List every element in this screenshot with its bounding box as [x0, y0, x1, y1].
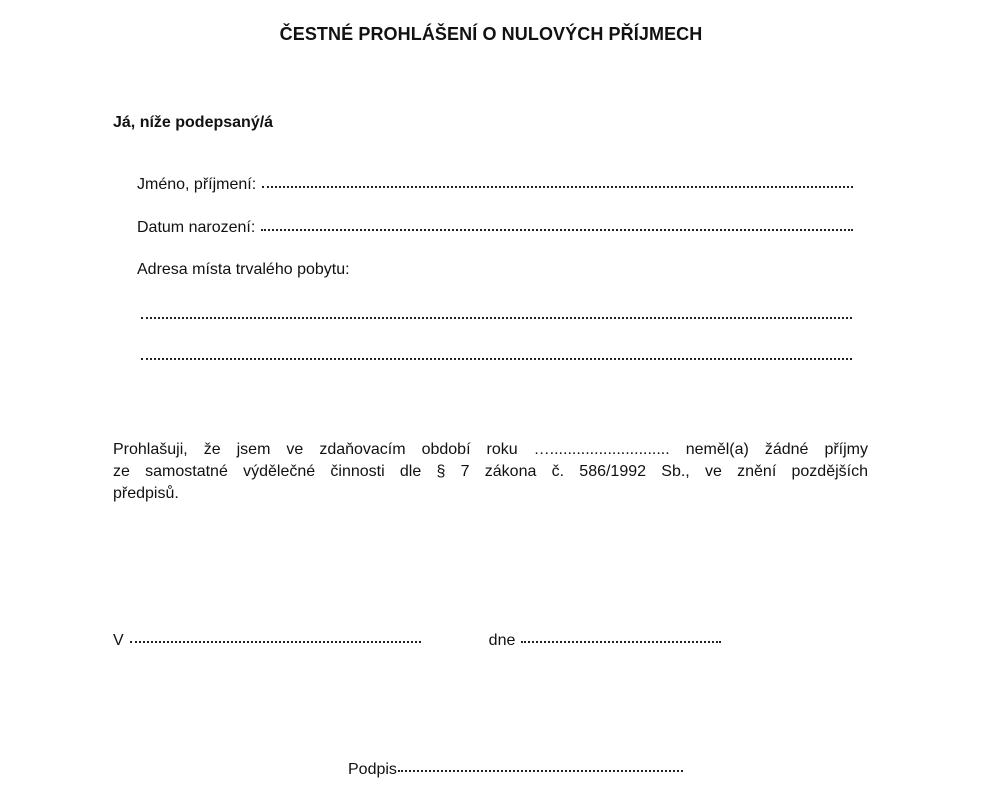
place-date-row	[113, 632, 721, 650]
birth-date-label: Datum narození:	[137, 219, 256, 236]
name-field-row	[137, 176, 853, 196]
signature-row	[348, 761, 683, 779]
declaration-line-1: Prohlašuji, že jsem ve zdaňovacím období roku …........................... neměl(a) žádné příjmy	[113, 441, 868, 458]
name-label: Jméno, příjmení:	[137, 176, 257, 193]
declaration-line-2: ze samostatné výdělečné činnosti dle § 7 zákona č. 586/1992 Sb., ve znění pozdějších	[113, 463, 868, 480]
place-label: V	[113, 632, 124, 649]
date-label: dne	[488, 632, 516, 649]
address-label: Adresa místa trvalého pobytu:	[137, 261, 350, 278]
address-fill-line-1[interactable]	[141, 315, 852, 319]
document-title: ČESTNÉ PROHLÁŠENÍ O NULOVÝCH PŘÍJMECH	[279, 24, 703, 44]
name-fill-line[interactable]	[262, 184, 853, 188]
birth-date-field-row	[137, 219, 853, 239]
declaration-line-3: předpisů.	[113, 485, 179, 502]
birth-date-fill-line[interactable]	[261, 227, 853, 231]
intro-heading: Já, níže podepsaný/á	[113, 114, 274, 131]
signature-fill-line[interactable]	[398, 768, 683, 772]
address-fill-line-2[interactable]	[141, 356, 852, 360]
place-fill-line[interactable]	[130, 639, 421, 643]
declaration-paragraph	[113, 439, 868, 505]
date-fill-line[interactable]	[521, 639, 721, 643]
signature-label: Podpis	[348, 761, 397, 778]
